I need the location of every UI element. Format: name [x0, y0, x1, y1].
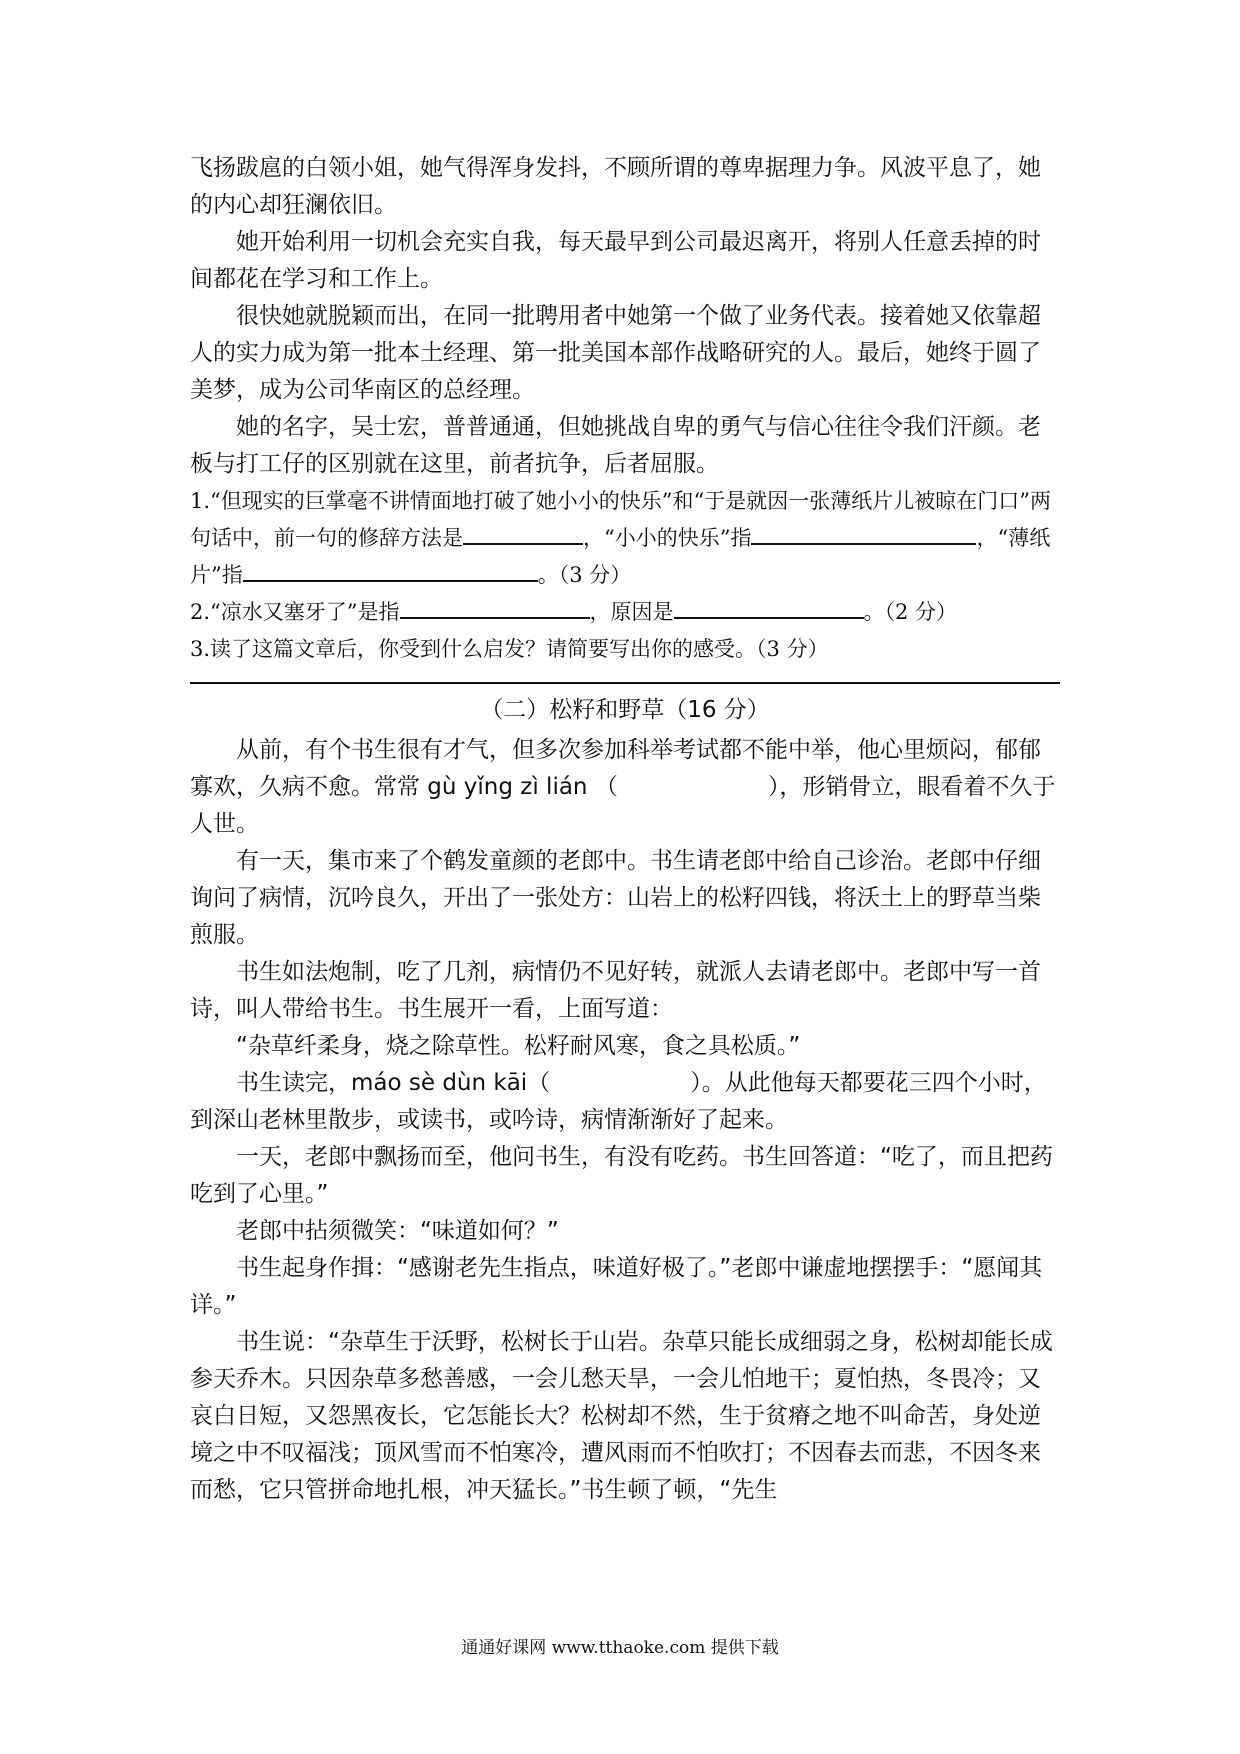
- passage2-paragraph-2: 有一天，集市来了个鹤发童颜的老郎中。书生请老郎中给自己诊治。老郎中仔细询问了病情，沉吟良久，开出了一张处方：山岩上的松籽四钱，将沃土上的野草当柴煎服。: [190, 848, 1041, 948]
- passage1-paragraph-2: 她开始利用一切机会充实自我，每天最早到公司最迟离开，将别人任意丢掉的时间都花在学习和工作上。: [190, 229, 1041, 292]
- passage1-paragraph-1: 飞扬跋扈的白领小姐，她气得浑身发抖，不顾所谓的尊卑据理力争。风波平息了，她的内心却狂澜依旧。: [190, 155, 1041, 218]
- document-page: [190, 150, 1060, 1509]
- question-2-text-c: 。（2 分）: [863, 600, 958, 624]
- passage2-paragraph-5-b: ）。从此他每天都要花三四个小时，到深山老林里散步，或读书，或吟诗，病情渐渐好了起来。: [190, 1070, 1047, 1133]
- question-1: [190, 483, 1060, 594]
- passage2-paragraph-9: 书生说：“杂草生于沃野，松树长于山岩。杂草只能长成细弱之身，松树却能长成参天乔木。只因杂草多愁善感，一会儿愁天旱，一会儿怕地干；夏怕热，冬畏冷；又哀白日短，又怨黑夜长，它怎能长大？松树却不然，生于贫瘠之地不叫命苦，身处逆境之中不叹福浅；顶风雪而不怕寒冷，遭风雨而不怕吹打；不因春去而悲，不因冬来而愁，它只管拼命地扎根，冲天猛长。”书生顿了顿，“先生: [190, 1329, 1053, 1503]
- question-2-text-a: 2.“凉水又塞牙了”是指: [190, 600, 400, 624]
- passage1-paragraph-3: 很快她就脱颖而出，在同一批聘用者中她第一个做了业务代表。接着她又依靠超人的实力成为第一批本土经理、第一批美国本部作战略研究的人。最后，她终于圆了美梦，成为公司华南区的总经理。: [190, 303, 1041, 403]
- question-2-blank-2[interactable]: [674, 595, 864, 619]
- question-1-blank-2[interactable]: [751, 521, 976, 545]
- page-footer: 通通好课网 www.tthaoke.com 提供下载: [461, 1638, 779, 1658]
- question-1-text-b: ，“小小的快乐”指: [583, 526, 752, 550]
- question-2-text-b: ，原因是: [589, 600, 674, 624]
- passage2-paragraph-8: 书生起身作揖：“感谢老先生指点，味道好极了。”老郎中谦虚地摆摆手：“愿闻其详。”: [190, 1255, 1043, 1318]
- answer-line[interactable]: [190, 682, 1060, 684]
- section-title: （二）松籽和野草（16 分）: [480, 697, 770, 723]
- passage2-poem: “杂草纤柔身，烧之除草性。松籽耐风寒，食之具松质。”: [236, 1033, 801, 1059]
- question-1-blank-3[interactable]: [243, 558, 538, 582]
- question-3: 3.读了这篇文章后，你受到什么启发？请简要写出你的感受。（3 分）: [190, 637, 829, 661]
- question-2-blank-1[interactable]: [400, 595, 590, 619]
- passage1-paragraph-4: 她的名字，吴士宏，普普通通，但她挑战自卑的勇气与信心往往令我们汗颜。老板与打工仔的区别就在这里，前者抗争，后者屈服。: [190, 414, 1041, 477]
- question-1-text-c: ，“薄纸片”指: [190, 526, 1051, 587]
- question-1-blank-1[interactable]: [463, 521, 583, 545]
- passage2-paragraph-5: [190, 1065, 1060, 1139]
- passage2-paragraph-7: 老郎中拈须微笑：“味道如何？”: [236, 1218, 559, 1244]
- passage2-paragraph-1-b: ），形销骨立，眼看着不久于人世。: [190, 774, 1056, 837]
- passage2-paragraph-5-a: 书生读完，máo sè dùn kāi（: [236, 1070, 551, 1096]
- passage2-paragraph-3: 书生如法炮制，吃了几剂，病情仍不见好转，就派人去请老郎中。老郎中写一首诗，叫人带给书生。书生展开一看，上面写道：: [190, 959, 1041, 1022]
- question-2: [190, 594, 1060, 631]
- question-1-text-a: 1.“但现实的巨掌毫不讲情面地打破了她小小的快乐”和“于是就因一张薄纸片儿被晾在门口”两句话中，前一句的修辞方法是: [190, 489, 1051, 550]
- passage2-paragraph-1-a: 从前，有个书生很有才气，但多次参加科举考试都不能中举，他心里烦闷，郁郁寡欢，久病不愈。常常 gù yǐng zì lián （: [190, 737, 1041, 800]
- question-1-text-d: 。（3 分）: [537, 563, 632, 587]
- passage2-paragraph-6: 一天，老郎中飘扬而至，他问书生，有没有吃药。书生回答道：“吃了，而且把药吃到了心里。”: [190, 1144, 1053, 1207]
- passage2-paragraph-1: [190, 732, 1060, 843]
